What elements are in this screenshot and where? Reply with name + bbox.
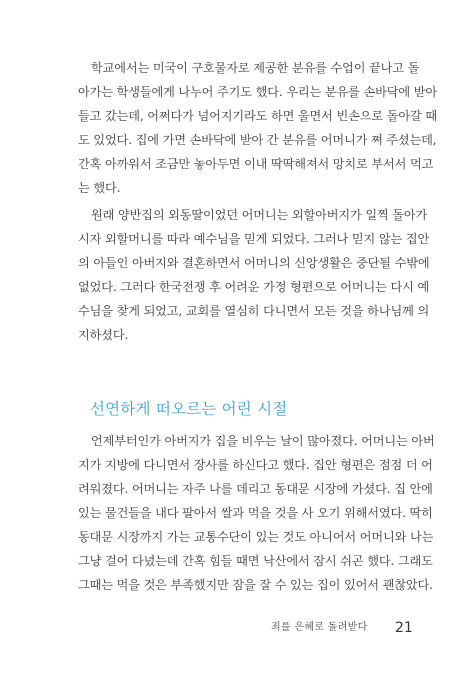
- paragraph-line: 아가는 학생들에게 나누어 주기도 했다. 우리는 분유를 손바닥에 받아: [78, 85, 437, 99]
- paragraph-line: 없었다. 그러다 한국전쟁 후 어려운 가정 형편으로 어머니는 다시 예: [78, 280, 430, 294]
- paragraph-line: 언제부터인가 아버지가 집을 비우는 날이 많아졌다. 어머니는 아버: [91, 434, 435, 448]
- paragraph-2: [78, 203, 430, 347]
- running-title: 죄를 은혜로 돌려받다: [271, 622, 368, 633]
- paragraph-line: 있는 물건들을 내다 팔아서 쌀과 먹을 것을 사 오기 위해서였다. 딱히: [78, 506, 433, 520]
- paragraph-line: 수님을 찾게 되었고, 교회를 열심히 다니면서 모든 것을 하나님께 의: [78, 304, 430, 318]
- paragraph-line: 간혹 아까워서 조금만 놓아두면 이내 딱딱해져서 망치로 부서서 먹고: [78, 157, 434, 171]
- paragraph-line: 지가 지방에 다니면서 장사를 하신다고 했다. 집안 형편은 점점 더 어: [78, 458, 433, 472]
- paragraph-line: 의 아들인 아버지와 결혼하면서 어머니의 신앙생활은 중단될 수밖에: [78, 256, 430, 270]
- paragraph-line: 동대문 시장까지 가는 교통수단이 있는 것도 아니어서 어머니와 나는: [78, 530, 434, 544]
- paragraph-line: 도 있었다. 집에 가면 손바닥에 받아 간 분유를 어머니가 쪄 주셨는데,: [78, 133, 437, 147]
- section-heading: 선연하게 떠오르는 어린 시절: [90, 400, 288, 418]
- paragraph-line: 학교에서는 미국이 구호물자로 제공한 분유를 수업이 끝나고 돌: [91, 61, 420, 75]
- paragraph-line: 시자 외할머니를 따라 예수님을 믿게 되었다. 그러나 믿지 않는 집안: [78, 232, 430, 246]
- paragraph-line: 려워졌다. 어머니는 자주 나를 데리고 동대문 시장에 가셨다. 집 안에: [78, 482, 433, 496]
- paragraph-line: 그때는 먹을 것은 부족했지만 잠을 잘 수 있는 집이 있어서 괜찮았다.: [78, 578, 433, 592]
- paragraph-3: [78, 429, 435, 597]
- paragraph-line: 는 했다.: [78, 181, 121, 195]
- paragraph-line: 원래 양반집의 외동딸이었던 어머니는 외할아버지가 일찍 돌아가: [91, 208, 428, 222]
- paragraph-line: 그냥 걸어 다녔는데 간혹 힘들 때면 낙산에서 잠시 쉬곤 했다. 그래도: [78, 554, 433, 568]
- paragraph-line: 지하셨다.: [78, 328, 129, 342]
- paragraph-line: 들고 갔는데, 어쩌다가 넘어지기라도 하면 울면서 빈손으로 돌아갈 때: [78, 109, 437, 123]
- page-number: 21: [395, 620, 413, 636]
- paragraph-1: [78, 56, 437, 200]
